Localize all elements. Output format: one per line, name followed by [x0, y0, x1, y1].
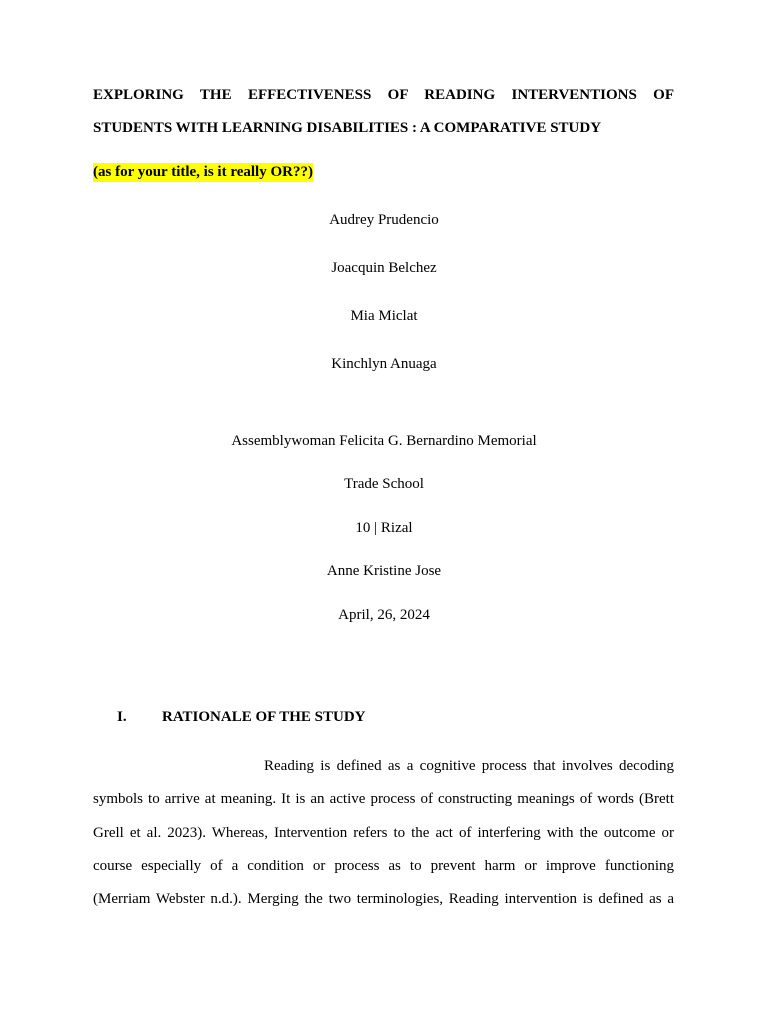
author-2: Joacquin Belchez: [331, 260, 437, 276]
author-3: Mia Miclat: [350, 308, 418, 324]
title-line-2: STUDENTS WITH LEARNING DISABILITIES : A COMPARATIVE STUDY: [93, 120, 602, 136]
title-line-1: EXPLORING THE EFFECTIVENESS OF READING INTERVENTIONS OF: [93, 87, 674, 103]
grade-section: 10 | Rizal: [355, 520, 413, 536]
paragraph-line-3: Grell et al. 2023). Whereas, Intervention refers to the act of interfering with the outcome or: [93, 825, 674, 841]
paragraph-line-1: Reading is defined as a cognitive process that involves decoding: [264, 758, 674, 774]
school-name-line-2: Trade School: [344, 476, 424, 492]
highlighted-comment: (as for your title, is it really OR??): [93, 164, 313, 180]
author-1: Audrey Prudencio: [329, 212, 439, 228]
section-heading: [117, 709, 366, 726]
author-4: Kinchlyn Anuaga: [331, 356, 437, 372]
section-number: I.: [117, 709, 127, 725]
section-title: RATIONALE OF THE STUDY: [162, 709, 366, 725]
adviser-name: Anne Kristine Jose: [326, 563, 442, 579]
school-name-line-1: Assemblywoman Felicita G. Bernardino Memorial: [231, 433, 537, 449]
paragraph-line-2: symbols to arrive at meaning. It is an active process of constructing meanings of words (Brett: [93, 791, 674, 807]
paragraph-line-5: (Merriam Webster n.d.). Merging the two terminologies, Reading intervention is defined as a: [93, 891, 674, 907]
submission-date: April, 26, 2024: [338, 607, 430, 623]
paragraph-line-4: course especially of a condition or process as to prevent harm or improve functioning: [93, 858, 674, 874]
